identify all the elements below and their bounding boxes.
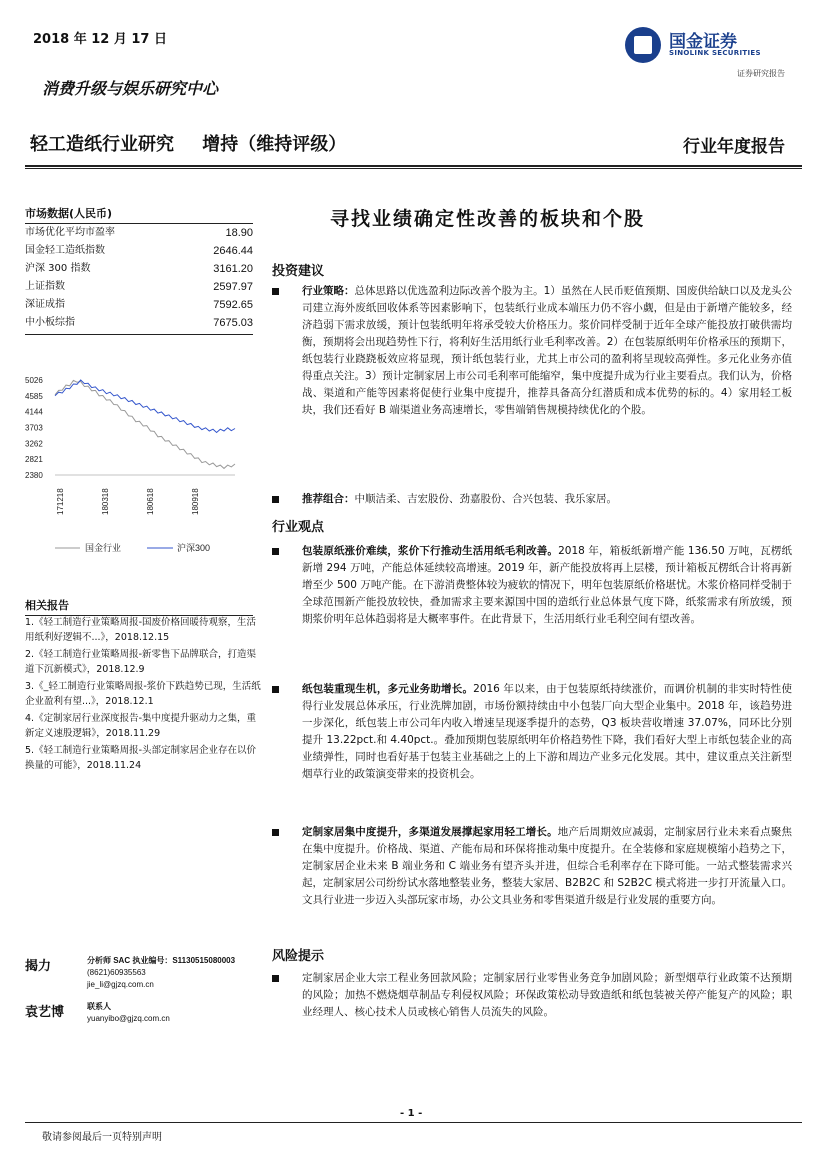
title-row (30, 130, 368, 156)
y-tick-label: 5026 (25, 376, 43, 385)
analyst-name: 袁艺博 (25, 1005, 65, 1020)
logo-sub: 证券研究报告 (737, 69, 785, 78)
logo-en: SINOLINK SECURITIES (669, 49, 761, 57)
market-value: 2646.44 (213, 245, 253, 257)
y-tick-label: 3262 (25, 439, 43, 449)
lead: 定制家居集中度提升，多渠道发展撑起家用轻工增长。 (302, 826, 558, 838)
main-title: 寻找业绩确定性改善的板块和个股 (330, 208, 646, 230)
y-tick-label: 2380 (25, 471, 43, 480)
logo-cn: 国金证券 (669, 32, 737, 52)
series-line (55, 380, 235, 433)
market-label: 上证指数 (25, 281, 65, 292)
analysts (25, 955, 265, 1035)
market-row (25, 242, 253, 260)
x-tick-label: 180318 (101, 488, 110, 515)
research-center: 消费升级与娱乐研究中心 (42, 79, 219, 98)
index-chart (25, 370, 255, 570)
bullet-icon (272, 829, 279, 836)
market-value: 2597.97 (213, 281, 253, 293)
series-line (55, 380, 235, 468)
bullet-icon (272, 496, 279, 503)
bullet-icon (272, 686, 279, 693)
legend-label: 沪深300 (177, 543, 211, 553)
para-risk (272, 970, 792, 1021)
analyst-email[interactable]: jie_li@gjzq.com.cn (87, 980, 154, 989)
related-list (25, 615, 265, 775)
market-row (25, 224, 253, 242)
bullet-icon (272, 288, 279, 295)
market-value: 18.90 (225, 227, 253, 239)
para-strategy (272, 283, 792, 419)
para-packaging (272, 681, 792, 783)
market-row (25, 314, 253, 332)
related-report[interactable]: 5.《轻工制造行业策略周报-头部定制家居企业存在以价换量的可能》，2018.11.24 (25, 745, 256, 771)
section-investment: 投资建议 (272, 264, 325, 279)
market-label: 深证成指 (25, 299, 65, 310)
bullet-icon (272, 548, 279, 555)
para-portfolio (272, 491, 792, 508)
market-row (25, 278, 253, 296)
market-heading: 市场数据(人民币) (25, 205, 253, 224)
related-report[interactable]: 2.《轻工制造行业策略周报-新零售下品牌联合，打造渠道下沉新模式》，2018.12.9 (25, 649, 256, 675)
rating: 增持（维持评级） (202, 134, 347, 155)
market-label: 国金轻工造纸指数 (25, 245, 105, 256)
y-tick-label: 4144 (25, 407, 43, 417)
related-report[interactable]: 1.《轻工制造行业策略周报-国废价格回暖待观察，生活用纸利好逻辑不...》，2018.12.15 (25, 617, 256, 643)
analyst-role: 分析师 SAC 执业编号：S1130515080003 (87, 956, 236, 965)
text: 中顺洁柔、吉宏股份、劲嘉股份、合兴包装、我乐家居。 (354, 493, 617, 505)
x-tick-label: 180918 (191, 488, 200, 515)
section-risk: 风险提示 (272, 949, 325, 964)
page-number: - 1 - (400, 1108, 423, 1119)
y-tick-label: 2821 (25, 455, 43, 465)
market-data (25, 205, 255, 335)
bullet-icon (272, 975, 279, 982)
para-furniture (272, 824, 792, 909)
market-label: 市场优化平均市盈率 (25, 227, 115, 238)
report-type: 行业年度报告 (683, 137, 785, 157)
para-paper (272, 543, 792, 628)
text: 2016 年以来，由于包装原纸持续涨价，而调价机制的非实时特性使得行业发展总体承压，行业洗牌加剧，市场份额持续由中小包装厂向大型企业集中。2018 年，该趋势进一步深化，纸包装上市公司年内收入增速呈现逐季提升的态势，Q3 板块营收增速 37.07%，同环比分别提升 13.22pct.和 4.40pct.。叠加预期包装原纸明年价格趋势性下降，我们看好大型上市纸包装企业的高业绩弹性，同时也看好基于包装主业基础之上的上下游和周边产业多元化发展。其中，建议重点关注新型烟草行业的政策演变带来的投资机会。 (302, 683, 792, 780)
lead: 行业策略： (302, 285, 355, 297)
market-value: 7675.03 (213, 317, 253, 329)
analyst-email[interactable]: yuanyibo@gjzq.com.cn (87, 1014, 170, 1023)
market-row (25, 260, 253, 278)
analyst-2 (25, 1001, 265, 1025)
related-heading: 相关报告 (25, 597, 253, 616)
lead: 推荐组合： (302, 493, 355, 505)
market-row (25, 296, 253, 314)
text: 2018 年，箱板纸新增产能 136.50 万吨，瓦楞纸新增 294 万吨，产能总体延续较高增速。2019 年，新产能投放将再上层楼，预计箱板瓦楞纸合计将再新增至少 500 万吨产能。在下游消费整体较为疲软的情况下，明年包装原纸价格堪忧。木浆价格同样受制于全球范围新产能投放较快，叠加需求主要来源国中国的造纸行业总体景气度下降，纸浆需求有所放缓，预期浆价明年总体趋弱将是大概率事件。在此背景下，生活用纸行业毛利空间有望改善。 (302, 545, 792, 625)
related-report[interactable]: 4.《定制家居行业深度报告-集中度提升驱动力之集，重新定义速股逻辑》，2018.11.29 (25, 713, 256, 739)
y-tick-label: 4585 (25, 391, 43, 401)
related-report[interactable]: 3.《_轻工制造行业策略周报-浆价下跌趋势已现，生活纸企业盈利有望...》，2018.12.1 (25, 681, 261, 707)
industry-title: 轻工造纸行业研究 (30, 134, 174, 155)
section-views: 行业观点 (272, 520, 325, 535)
lead: 包装原纸涨价难续，浆价下行推动生活用纸毛利改善。 (302, 545, 559, 557)
analyst-phone: (8621)60935563 (87, 968, 146, 977)
footer-note: 敬请参阅最后一页特别声明 (42, 1132, 162, 1143)
analyst-1 (25, 955, 265, 991)
legend-label: 国金行业 (85, 543, 122, 553)
market-label: 中小板综指 (25, 317, 75, 328)
header-divider-thin (25, 168, 802, 169)
market-label: 沪深 300 指数 (25, 263, 91, 274)
market-value: 3161.20 (213, 263, 253, 275)
analyst-name: 揭力 (25, 959, 52, 974)
report-date: 2018 年 12 月 17 日 (33, 32, 167, 47)
text: 定制家居企业大宗工程业务回款风险；定制家居行业零售业务竞争加剧风险；新型烟草行业政策不达预期的风险；加热不燃烧烟草制品专利侵权风险；环保政策松动导致造纸和纸包装被关停产能复产的风险；职业经理人、核心技术人员或核心销售人员流失的风险。 (302, 972, 792, 1018)
analyst-role: 联系人 (87, 1002, 111, 1011)
text: 总体思路以优选盈利边际改善个股为主。1）虽然在人民币贬值预期、国废供给缺口以及龙头公司建立海外废纸回收体系等因素影响下，包装纸行业成本端压力仍不容小觑，但是由于新增产能较多，经济趋弱下需求放缓，预计包装纸明年将承受较大价格压力。浆价同样受制于近年全球产能投放打破供需均衡，预期将会出现趋势性下行，将利好生活用纸行业毛利率改善。2）在包装原纸明年价格承压的预期下，纸包装行业跷跷板效应将显现，预计纸包装行业，尤其上市公司的盈利将呈现较高弹性。多元化业务亦值得重点关注。3）预计定制家居上市公司毛利率可能缩窄，集中度提升成为行业主要看点。我们认为，价格战、渠道和产能等因素将促使行业集中度提升，推荐具备高分红潜质和成本优势的标的。4）家用轻工板块，我们还看好 B 端渠道业务高速增长，零售端销售规模持续优化的个股。 (302, 285, 793, 416)
x-tick-label: 180618 (146, 488, 155, 515)
y-tick-label: 3703 (25, 423, 43, 433)
market-value: 7592.65 (213, 299, 253, 311)
logo-icon (625, 27, 661, 63)
footer-divider (25, 1122, 802, 1123)
header-divider (25, 165, 802, 167)
text: 地产后周期效应减弱，定制家居行业未来看点聚焦在集中度提升。价格战、渠道、产能布局和环保将推动集中度提升。在全装修和家庭规模缩小趋势之下，定制家居企业未来 B 端业务和 C 端业务有望齐头并进，但综合毛利率存在下降可能。一站式整装需求兴起，定制家居公司纷纷试水落地整装业务，整装大家居、B2B2C 和 S2B2C 模式将进一步打开流量入口。文具行业进一步迈入头部玩家市场，办公文具业务和零售渠道升级是行业发展的重要方向。 (302, 826, 793, 906)
chart-svg (25, 370, 255, 570)
market-divider (25, 334, 253, 335)
x-tick-label: 171218 (56, 488, 65, 515)
lead: 纸包装重现生机，多元业务助增长。 (302, 683, 474, 695)
